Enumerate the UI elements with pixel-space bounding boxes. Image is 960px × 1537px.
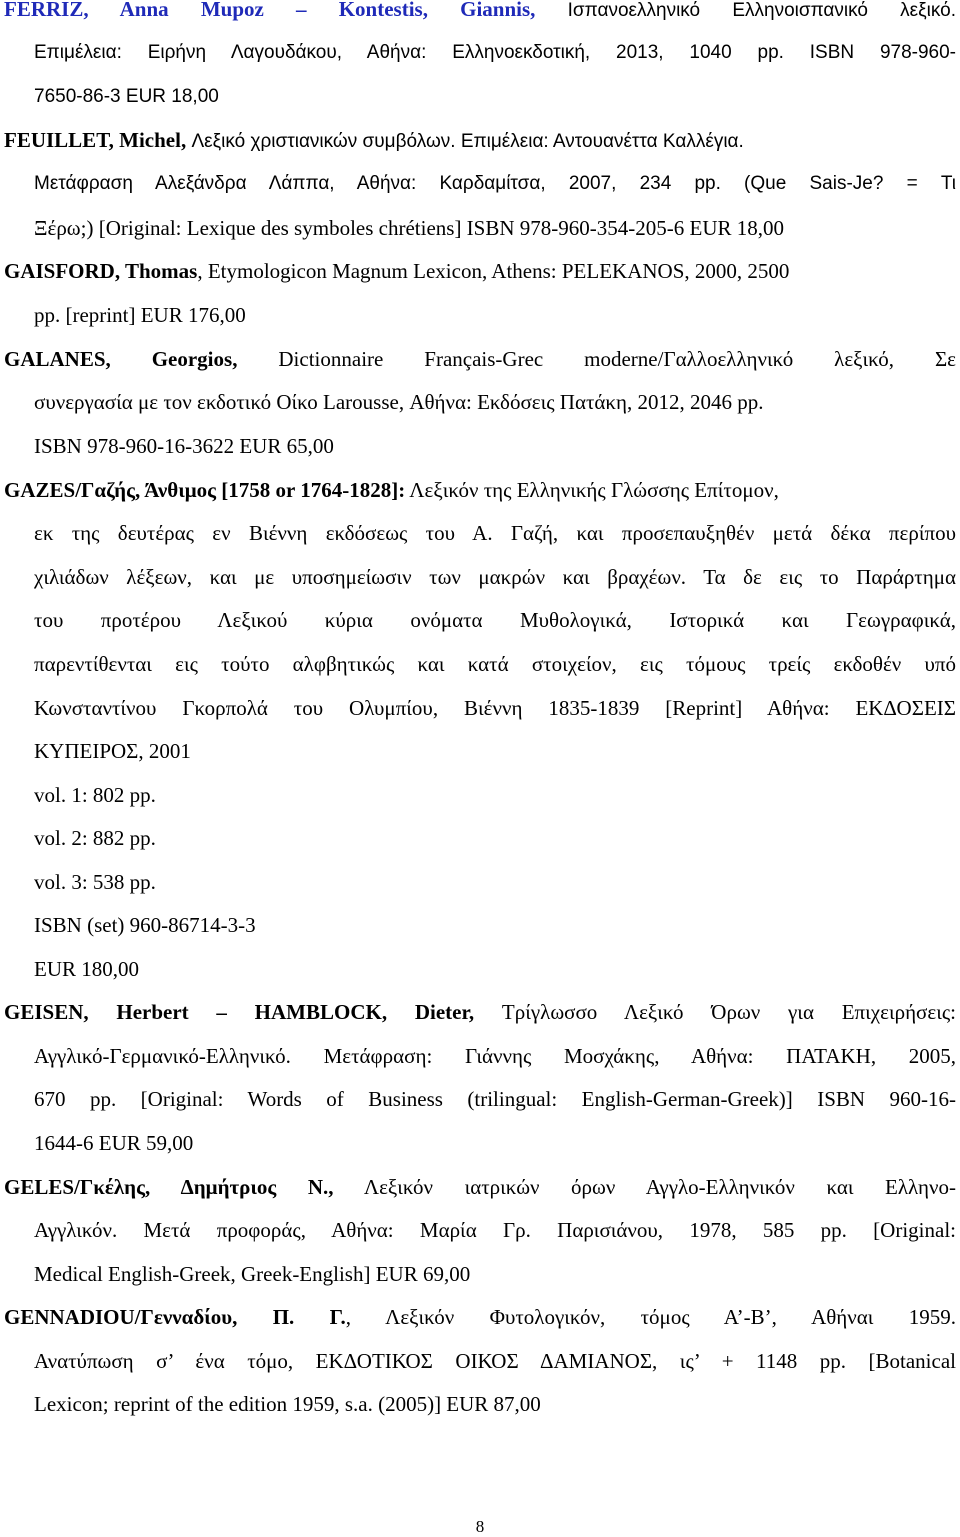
entry-ferriz-line-3: 7650-86-3 EUR 18,00	[34, 86, 219, 107]
author-feuillet: FEUILLET, Michel,	[4, 128, 187, 152]
entry-text: Ισπανοελληνικό Ελληνοισπανικό λεξικό.	[535, 0, 956, 21]
author-geisen: GEISEN, Herbert – HAMBLOCK, Dieter,	[4, 1000, 475, 1024]
entry-gazes-line-6: Κωνσταντίνου Γκορπολά του Ολυμπίου, Βιέννη 1835-1839 [Reprint] Αθήνα: ΕΚΔΟΣΕΙΣ	[34, 696, 956, 720]
entry-gazes-price: EUR 180,00	[34, 957, 139, 981]
entry-feuillet-line-3: Ξέρω;) [Original: Lexique des symboles chrétiens] ISBN 978-960-354-205-6 EUR 18,00	[34, 216, 785, 240]
entry-text: Λεξικό χριστιανικών συμβόλων. Επιμέλεια: Αντουανέττα Καλλέγια.	[186, 131, 744, 152]
entry-gazes-line-7: ΚΥΠΕΙΡΟΣ, 2001	[34, 739, 191, 763]
entry-text: , Λεξικόν Φυτολογικόν, τόμος Α’-Β’, Αθήναι 1959.	[345, 1305, 956, 1329]
author-gaisford: GAISFORD, Thomas	[4, 259, 198, 283]
entry-gazes-line-1	[4, 477, 956, 503]
entry-gazes-vol-1: vol. 1: 802 pp.	[34, 783, 156, 807]
entry-geisen-line-2: Αγγλικό-Γερμανικό-Ελληνικό. Μετάφραση: Γιάννης Μοσχάκης, Αθήνα: ΠΑΤΑΚΗ, 2005,	[34, 1044, 956, 1068]
entry-feuillet-line-1	[4, 127, 956, 153]
entry-gennadiou-line-3: Lexicon; reprint of the edition 1959, s.a. (2005)] EUR 87,00	[34, 1392, 541, 1416]
entry-gennadiou-line-1	[4, 1304, 956, 1330]
entry-galanes-line-1	[4, 346, 956, 372]
entry-gaisford-line-2: pp. [reprint] EUR 176,00	[34, 303, 246, 327]
entry-geles-line-2: Αγγλικόν. Μετά προφοράς, Αθήνα: Μαρία Γρ. Παρισιάνου, 1978, 585 pp. [Original:	[34, 1218, 956, 1242]
entry-geles-line-3: Medical English-Greek, Greek-English] EUR 69,00	[34, 1262, 471, 1286]
author-gazes: GAZES/Γαζής, Άνθιμος [1758 or 1764-1828]:	[4, 478, 406, 502]
entry-geisen-line-4: 1644-6 EUR 59,00	[34, 1131, 194, 1155]
entry-gazes-vol-3: vol. 3: 538 pp.	[34, 870, 156, 894]
entry-gazes-vol-2: vol. 2: 882 pp.	[34, 826, 156, 850]
entry-ferriz-line-2: Επιμέλεια: Ειρήνη Λαγουδάκου, Αθήνα: Ελληνοεκδοτική, 2013, 1040 pp. ISBN 978-960-	[34, 42, 956, 63]
author-galanes: GALANES, Georgios,	[4, 347, 238, 371]
author-ferriz: FERRIZ, Anna Mupoz – Kontestis, Giannis,	[4, 0, 536, 21]
entry-geisen-line-3: 670 pp. [Original: Words of Business (trilingual: English-German-Greek)] ISBN 960-16-	[34, 1087, 956, 1111]
entry-text: Τρίγλωσσο Λεξικό Όρων για Επιχειρήσεις:	[474, 1000, 956, 1024]
entry-feuillet-line-2: Μετάφραση Αλεξάνδρα Λάππα, Αθήνα: Καρδαμίτσα, 2007, 234 pp. (Que Sais-Je? = Τι	[34, 173, 956, 194]
entry-gazes-line-2: εκ της δευτέρας εν Βιέννη εκδόσεως του Α. Γαζή, και προσεπαυξηθέν μετά δέκα περίπου	[34, 521, 956, 545]
entry-gazes-isbn: ISBN (set) 960-86714-3-3	[34, 913, 256, 937]
entry-text: Dictionnaire Français-Grec moderne/Γαλλοελληνικό λεξικό, Σε	[237, 347, 957, 371]
entry-galanes-line-2: συνεργασία με τον εκδοτικό Οίκο Larousse, Αθήνα: Εκδόσεις Πατάκη, 2012, 2046 pp.	[34, 390, 764, 414]
entry-gennadiou-line-2: Ανατύπωση σ’ ένα τόμο, ΕΚΔΟΤΙΚΟΣ ΟΙΚΟΣ ΔΑΜΙΑΝΟΣ, ις’ + 1148 pp. [Botanical	[34, 1349, 956, 1373]
entry-galanes-line-3: ISBN 978-960-16-3622 EUR 65,00	[34, 434, 334, 458]
entry-gaisford-line-1	[4, 258, 956, 284]
entry-geles-line-1	[4, 1174, 956, 1200]
entry-text: Λεξικόν της Ελληνικής Γλώσσης Επίτομον,	[405, 478, 779, 502]
author-geles: GELES/Γκέλης, Δημήτριος Ν.,	[4, 1175, 334, 1199]
entry-text: , Etymologicon Magnum Lexicon, Athens: PELEKANOS, 2000, 2500	[197, 259, 790, 283]
author-gennadiou: GENNADIOU/Γενναδίου, Π. Γ.	[4, 1305, 346, 1329]
entry-gazes-line-4: του προτέρου Λεξικού κύρια ονόματα Μυθολογικά, Ιστορικά και Γεωγραφικά,	[34, 608, 956, 632]
entry-ferriz-line-1	[4, 0, 956, 22]
entry-gazes-line-3: χιλιάδων λέξεων, και με υποσημείωσιν των μακρών και βραχέων. Τα δε εις το Παράρτημα	[34, 565, 956, 589]
entry-gazes-line-5: παρεντίθενται εις τούτο αλφβητικώς και κατά στοιχείον, εις τόμους τρείς εκδοθέν υπό	[34, 652, 956, 676]
entry-geisen-line-1	[4, 999, 956, 1025]
page-number: 8	[475, 1517, 485, 1536]
entry-text: Λεξικόν ιατρικών όρων Αγγλο-Ελληνικόν και Ελληνο-	[333, 1175, 956, 1199]
